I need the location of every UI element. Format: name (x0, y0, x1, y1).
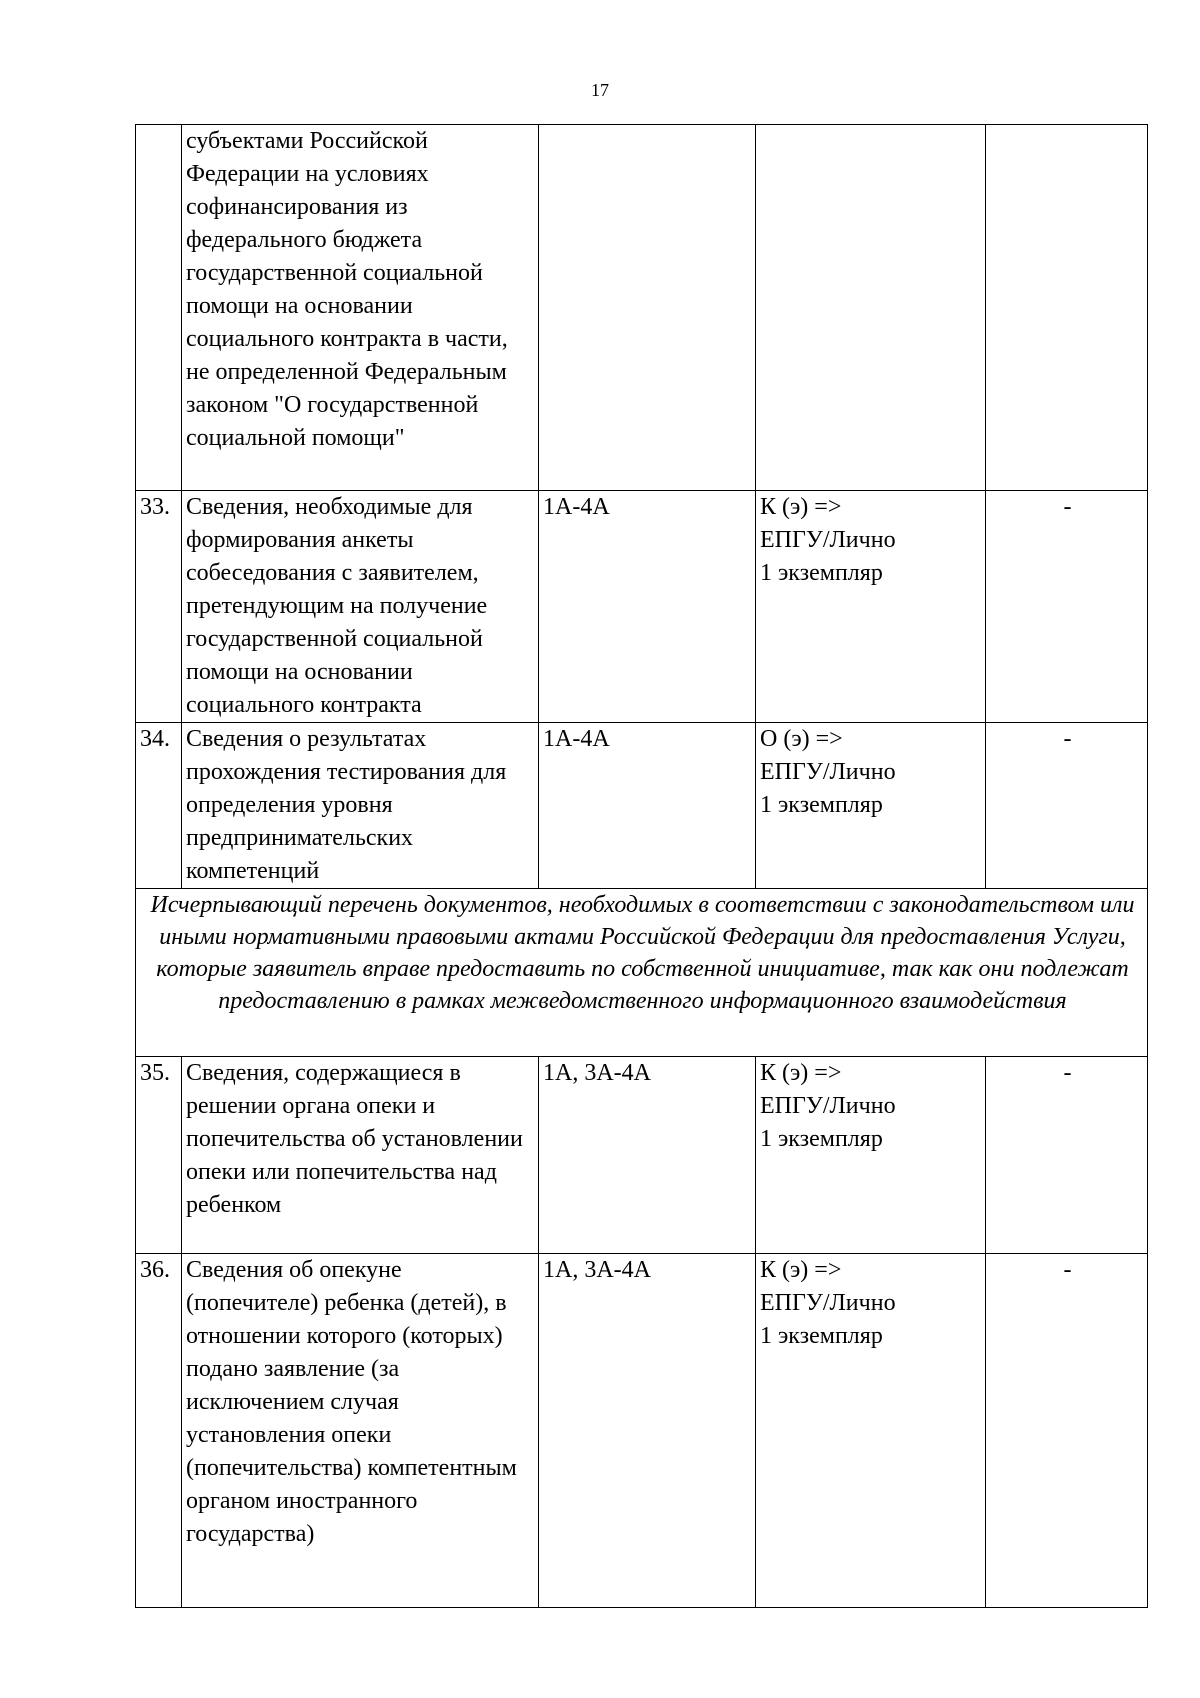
row-note: - (986, 723, 1148, 889)
submission-channel: ЕПГУ/Лично (760, 527, 896, 553)
submission-requirements (756, 723, 986, 889)
section-heading-row (136, 889, 1148, 1057)
row-number: 34. (136, 723, 182, 889)
row-number: 36. (136, 1254, 182, 1608)
copies-count: 1 экземпляр (760, 1323, 883, 1349)
applicant-categories (539, 125, 756, 491)
row-note (986, 125, 1148, 491)
row-number: 35. (136, 1057, 182, 1254)
copies-count: 1 экземпляр (760, 1126, 883, 1152)
row-note: - (986, 1254, 1148, 1608)
table-row (136, 491, 1148, 723)
submission-requirements (756, 1254, 986, 1608)
applicant-categories: 1А, 3А-4А (539, 1057, 756, 1254)
submission-channel: ЕПГУ/Лично (760, 1093, 896, 1119)
document-name: Сведения о результатах прохождения тестирования для определения уровня предпринимательских компетенций (182, 723, 539, 889)
applicant-categories: 1А-4А (539, 491, 756, 723)
submission-form: О (э) => (760, 726, 843, 752)
page-number: 17 (591, 80, 609, 100)
copies-count: 1 экземпляр (760, 792, 883, 818)
submission-channel: ЕПГУ/Лично (760, 759, 896, 785)
applicant-categories: 1А-4А (539, 723, 756, 889)
submission-channel: ЕПГУ/Лично (760, 1290, 896, 1316)
submission-form: К (э) => (760, 1060, 842, 1086)
submission-requirements (756, 491, 986, 723)
document-name: Сведения, необходимые для формирования анкеты собеседования с заявителем, претендующим на получение государственной социальной помощи на основании социального контракта (182, 491, 539, 723)
table-row (136, 1254, 1148, 1608)
submission-requirements (756, 125, 986, 491)
row-note: - (986, 491, 1148, 723)
row-number: 33. (136, 491, 182, 723)
row-number (136, 125, 182, 491)
documents-table (135, 124, 1148, 1608)
row-note: - (986, 1057, 1148, 1254)
table-row-continuation (136, 125, 1148, 491)
section-heading: Исчерпывающий перечень документов, необходимых в соответствии с законодательством или иными нормативными правовыми актами Российской Федерации для предоставления Услуги, которые заявитель вправе предоставить по собственной инициативе, так как они подлежат предоставлению в рамках межведомственного информационного взаимодействия (136, 889, 1148, 1057)
submission-form: К (э) => (760, 1257, 842, 1283)
applicant-categories: 1А, 3А-4А (539, 1254, 756, 1608)
submission-form: К (э) => (760, 494, 842, 520)
document-name: Сведения об опекуне (попечителе) ребенка (детей), в отношении которого (которых) подано заявление (за исключением случая установления опеки (попечительства) компетентным органом иностранного государства) (182, 1254, 539, 1608)
table-row (136, 1057, 1148, 1254)
submission-requirements (756, 1057, 986, 1254)
document-name: Сведения, содержащиеся в решении органа опеки и попечительства об установлении опеки или попечительства над ребенком (182, 1057, 539, 1254)
copies-count: 1 экземпляр (760, 560, 883, 586)
document-name: субъектами Российской Федерации на условиях софинансирования из федерального бюджета государственной социальной помощи на основании социального контракта в части, не определенной Федеральным законом "О государственной социальной помощи" (182, 125, 539, 491)
table-row (136, 723, 1148, 889)
